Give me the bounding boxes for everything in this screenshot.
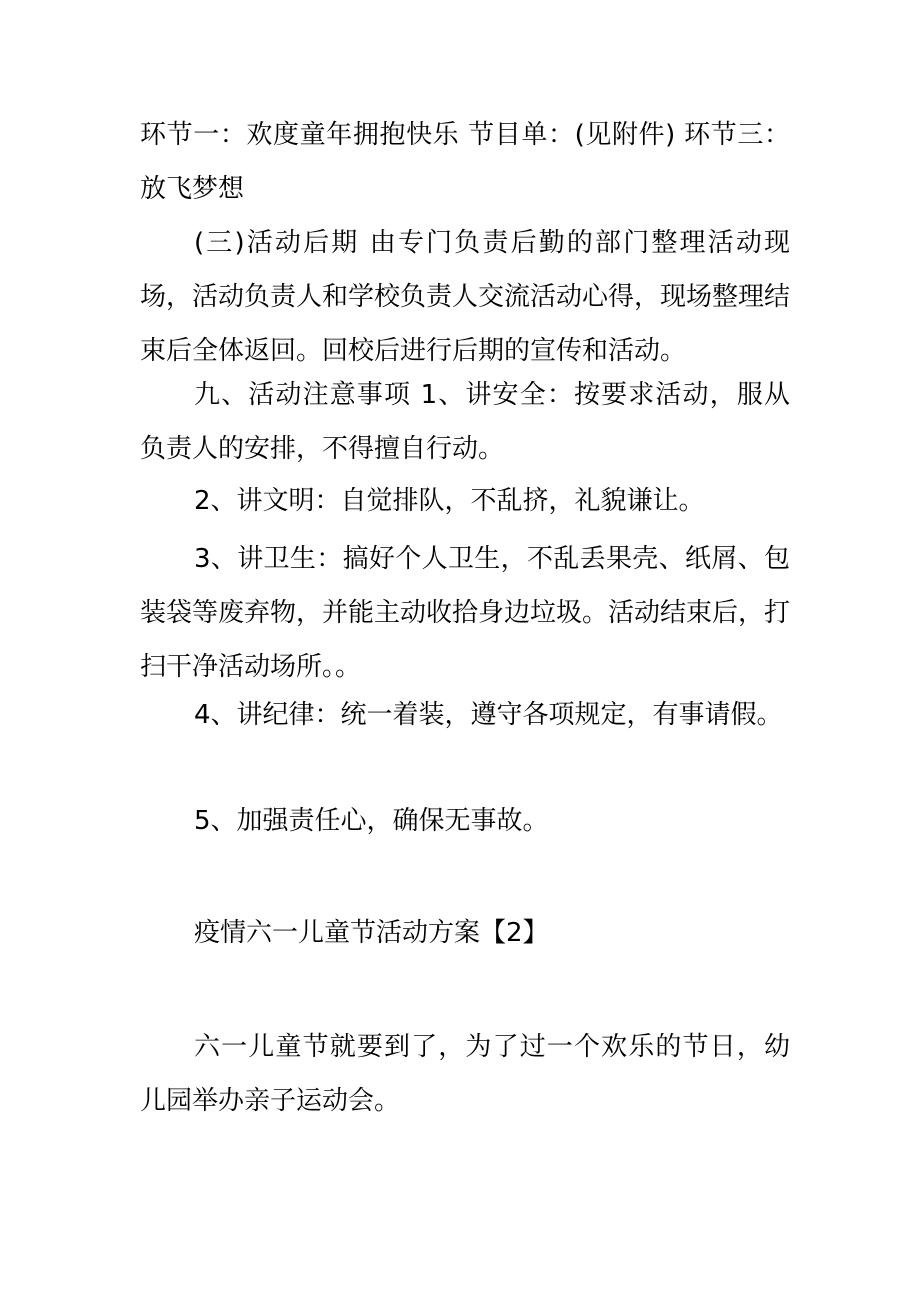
paragraph-intro: 六一儿童节就要到了，为了过一个欢乐的节日，幼儿园举办亲子运动会。 <box>140 1032 790 1116</box>
paragraph-responsibility: 5、加强责任心，确保无事故。 <box>194 806 549 836</box>
section-heading: 疫情六一儿童节活动方案【2】 <box>194 918 549 948</box>
paragraph-program-sections: 环节一：欢度童年拥抱快乐 节目单：(见附件) 环节三：放飞梦想 <box>140 120 790 204</box>
paragraph-later-stage: (三)活动后期 由专门负责后勤的部门整理活动现场，活动负责人和学校负责人交流活动心得，现场整理结束后全体返回。回校后进行后期的宣传和活动。 <box>140 228 791 366</box>
paragraph-hygiene: 3、讲卫生：搞好个人卫生，不乱丢果壳、纸屑、包装袋等废弃物，并能主动收拾身边垃圾。活动结束后，打扫干净活动场所。。 <box>140 544 791 682</box>
paragraph-safety: 九、活动注意事项 1、讲安全：按要求活动，服从负责人的安排，不得擅自行动。 <box>140 380 790 464</box>
paragraph-civility: 2、讲文明：自觉排队，不乱挤，礼貌谦让。 <box>194 486 705 516</box>
paragraph-discipline: 4、讲纪律：统一着装，遵守各项规定，有事请假。 <box>194 700 783 730</box>
